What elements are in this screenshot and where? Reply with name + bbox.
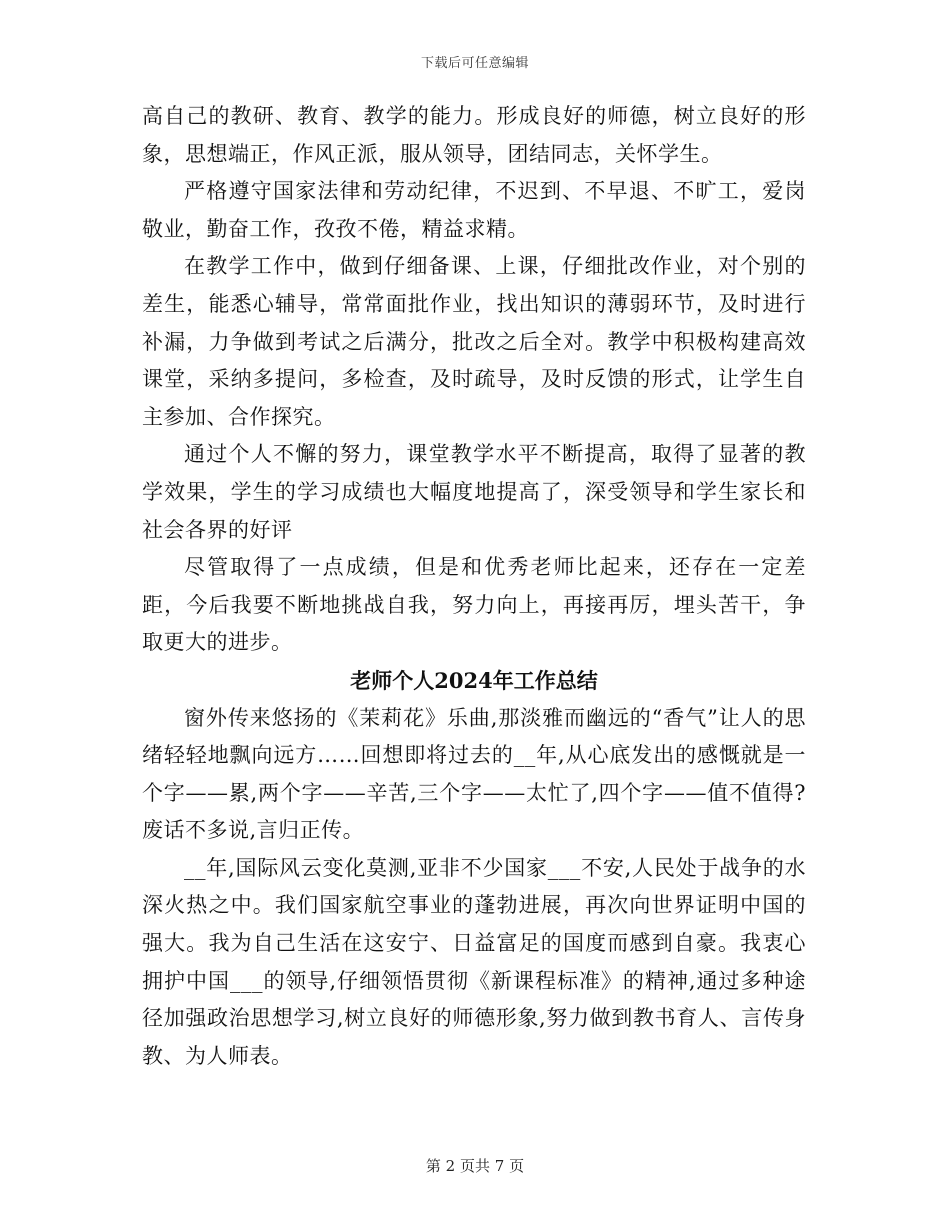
paragraph-results: 通过个人不懈的努力，课堂教学水平不断提高，取得了显著的教学效果，学生的学习成绩也大幅度地提高了，深受领导和学生家长和社会各界的好评 [142,442,806,542]
page-number: 第 2 页共 7 页 [425,1157,525,1175]
section-title: 老师个人2024年工作总结 [350,667,598,693]
paragraph-politics: __年,国际风云变化莫测,亚非不少国家___不安,人民处于战争的水深火热之中。我们国家航空事业的蓬勃进展，再次向世界证明中国的强大。我为自己生活在这安宁、日益富足的国度而感到自豪。我衷心拥护中国___的领导,仔细领悟贯彻《新课程标准》的精神,通过多种途径加强政治思想学习,树立良好的师德形象,努力做到教书育人、言传身教、为人师表。 [142,855,806,1068]
paragraph-discipline: 严格遵守国家法律和劳动纪律，不迟到、不早退、不旷工，爱岗敬业，勤奋工作，孜孜不倦，精益求精。 [142,179,806,241]
paragraph-outlook: 尽管取得了一点成绩，但是和优秀老师比起来，还存在一定差距，今后我要不断地挑战自我，努力向上，再接再厉，埋头苦干，争取更大的进步。 [142,555,806,655]
paragraph-intro: 窗外传来悠扬的《茉莉花》乐曲,那淡雅而幽远的“香气”让人的思绪轻轻地飘向远方……回想即将过去的__年,从心底发出的感慨就是一个字——累,两个字——辛苦,三个字——太忙了,四个字——值不值得?废话不多说,言归正传。 [142,705,806,843]
paragraph-teaching-work: 在教学工作中，做到仔细备课、上课，仔细批改作业，对个别的差生，能悉心辅导，常常面批作业，找出知识的薄弱环节，及时进行补漏，力争做到考试之后满分，批改之后全对。教学中积极构建高效课堂，采纳多提问，多检查，及时疏导，及时反馈的形式，让学生自主参加、合作探究。 [142,254,806,429]
page-header: 下载后可任意编辑 [420,56,529,71]
paragraph-continued: 高自己的教研、教育、教学的能力。形成良好的师德，树立良好的形象，思想端正，作风正派，服从领导，团结同志，关怀学生。 [142,104,806,166]
document-body [142,98,806,1075]
